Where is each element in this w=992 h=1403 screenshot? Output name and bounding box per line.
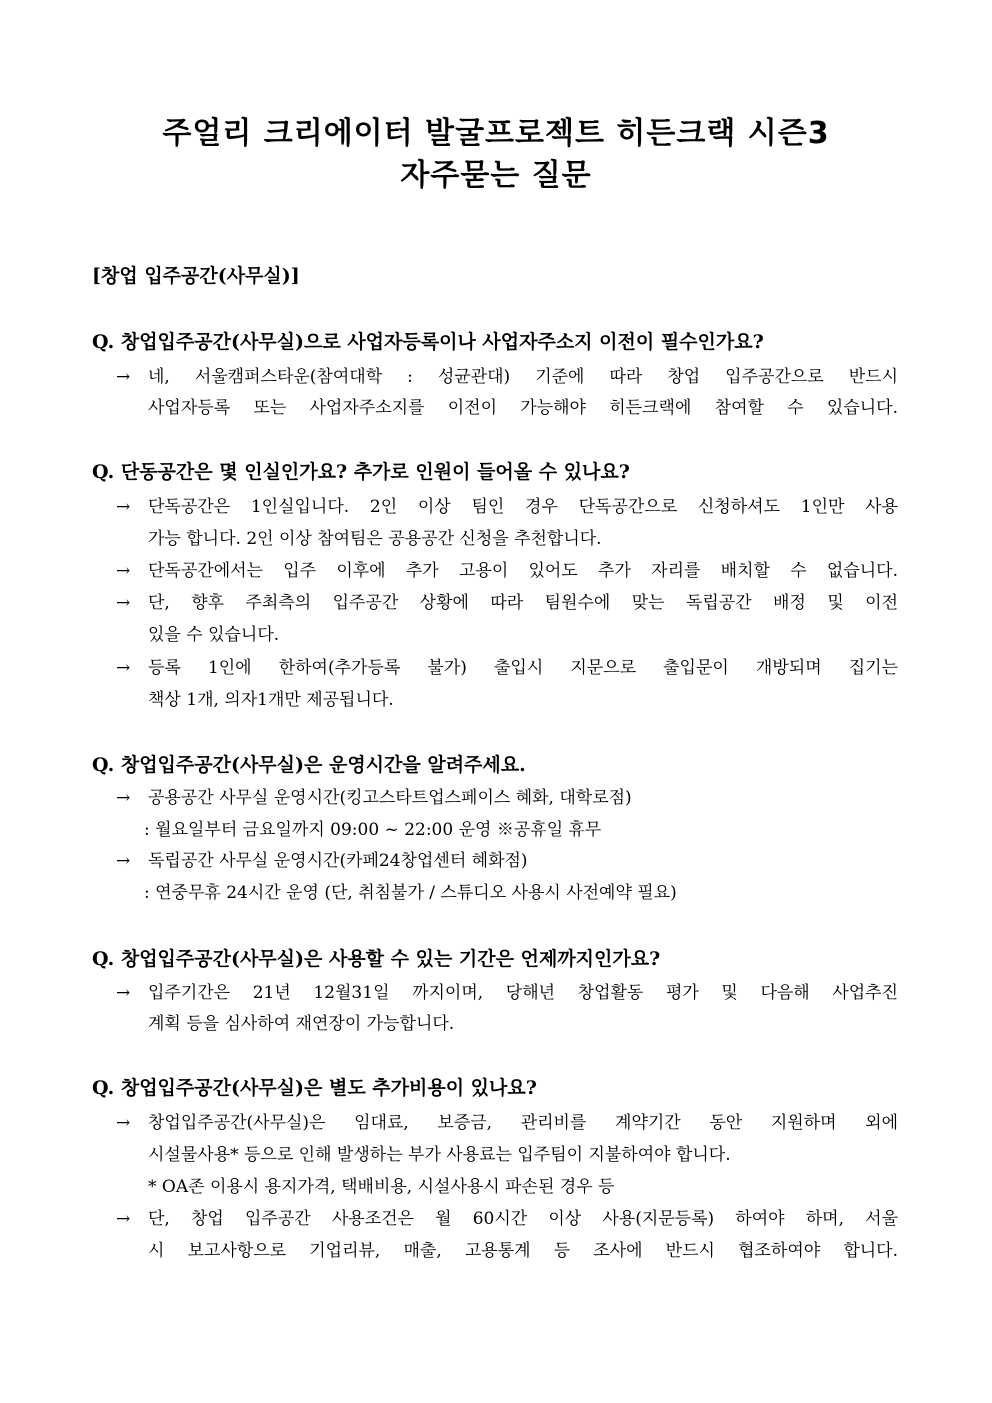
- arrow-icon: →: [116, 851, 131, 871]
- document-subtitle: 자주묻는 질문: [400, 158, 592, 193]
- answer-text-continued: 책상 1개, 의자1개만 제공됩니다.: [148, 690, 394, 710]
- arrow-icon: →: [116, 1209, 131, 1229]
- answer-text: 독립공간 사무실 운영시간(카페24창업센터 혜화점): [148, 851, 528, 871]
- arrow-icon: →: [116, 367, 131, 387]
- faq-question-3: Q. 창업입주공간(사무실)은 운영시간을 알려주세요.: [92, 754, 526, 776]
- faq-answer-1-1: [116, 363, 898, 391]
- faq-answer-2-3: [116, 589, 898, 617]
- arrow-icon: →: [116, 983, 131, 1003]
- answer-text: 등록 1인에 한하여(추가등록 불가) 출입시 지문으로 출입문이 개방되며 집기는: [148, 658, 898, 678]
- faq-answer-4-1: [116, 979, 898, 1007]
- answer-text: 단독공간은 1인실입니다. 2인 이상 팀인 경우 단독공간으로 신청하셔도 1인만 사용: [148, 497, 898, 517]
- answer-text: 창업입주공간(사무실)은 임대료, 보증금, 관리비를 계약기간 동안 지원하며 외에: [148, 1113, 898, 1133]
- answer-detail: : 연중무휴 24시간 운영 (단, 취침불가 / 스튜디오 사용시 사전예약 필요): [144, 883, 677, 903]
- answer-text: 단, 향후 주최측의 입주공간 상황에 따라 팀원수에 맞는 독립공간 배정 및 이전: [148, 593, 898, 613]
- arrow-icon: →: [116, 1113, 131, 1133]
- arrow-icon: →: [116, 658, 131, 678]
- answer-text-continued: 계획 등을 심사하여 재연장이 가능합니다.: [148, 1014, 455, 1034]
- document-title: 주얼리 크리에이터 발굴프로젝트 히든크랙 시즌3: [162, 116, 830, 151]
- answer-text-continued: 가능 합니다. 2인 이상 참여팀은 공용공간 신청을 추천합니다.: [148, 529, 602, 549]
- section-label: [창업 입주공간(사무실)]: [92, 265, 300, 287]
- faq-answer-2-2: [116, 557, 898, 585]
- faq-answer-3-2: [116, 847, 898, 875]
- answer-text: 입주기간은 21년 12월31일 까지이며, 당해년 창업활동 평가 및 다음해 사업추진: [148, 983, 898, 1003]
- answer-text-continued: 있을 수 있습니다.: [148, 625, 280, 645]
- answer-text-continued: 사업자등록 또는 사업자주소지를 이전이 가능해야 히든크랙에 참여할 수 있습니다.: [148, 398, 898, 418]
- answer-text: 네, 서울캠퍼스타운(참여대학 : 성균관대) 기준에 따라 창업 입주공간으로 반드시: [148, 367, 898, 387]
- faq-answer-2-4: [116, 654, 898, 682]
- arrow-icon: →: [116, 561, 131, 581]
- arrow-icon: →: [116, 593, 131, 613]
- faq-answer-3-1: [116, 784, 898, 812]
- faq-answer-5-2: [116, 1205, 898, 1233]
- answer-text-continued: 시설물사용* 등으로 인해 발생하는 부가 사용료는 입주팀이 지불하여야 합니다.: [148, 1145, 731, 1165]
- faq-answer-2-1: [116, 493, 898, 521]
- faq-question-1: Q. 창업입주공간(사무실)으로 사업자등록이나 사업자주소지 이전이 필수인가요?: [92, 331, 764, 353]
- arrow-icon: →: [116, 497, 131, 517]
- answer-text: 단, 창업 입주공간 사용조건은 월 60시간 이상 사용(지문등록) 하여야 하며, 서울: [148, 1209, 898, 1229]
- answer-text: 공용공간 사무실 운영시간(킹고스타트업스페이스 혜화, 대학로점): [148, 788, 632, 808]
- answer-detail: : 월요일부터 금요일까지 09:00 ~ 22:00 운영 ※공휴일 휴무: [144, 820, 602, 840]
- faq-question-4: Q. 창업입주공간(사무실)은 사용할 수 있는 기간은 언제까지인가요?: [92, 948, 661, 970]
- faq-question-5: Q. 창업입주공간(사무실)은 별도 추가비용이 있나요?: [92, 1077, 537, 1099]
- faq-answer-5-1: [116, 1109, 898, 1137]
- answer-text: 단독공간에서는 입주 이후에 추가 고용이 있어도 추가 자리를 배치할 수 없습니다.: [148, 561, 898, 581]
- answer-footnote: * OA존 이용시 용지가격, 택배비용, 시설사용시 파손된 경우 등: [148, 1177, 615, 1197]
- answer-text-continued: 시 보고사항으로 기업리뷰, 매출, 고용통계 등 조사에 반드시 협조하여야 합니다.: [148, 1241, 898, 1261]
- faq-question-2: Q. 단동공간은 몇 인실인가요? 추가로 인원이 들어올 수 있나요?: [92, 461, 630, 483]
- arrow-icon: →: [116, 788, 131, 808]
